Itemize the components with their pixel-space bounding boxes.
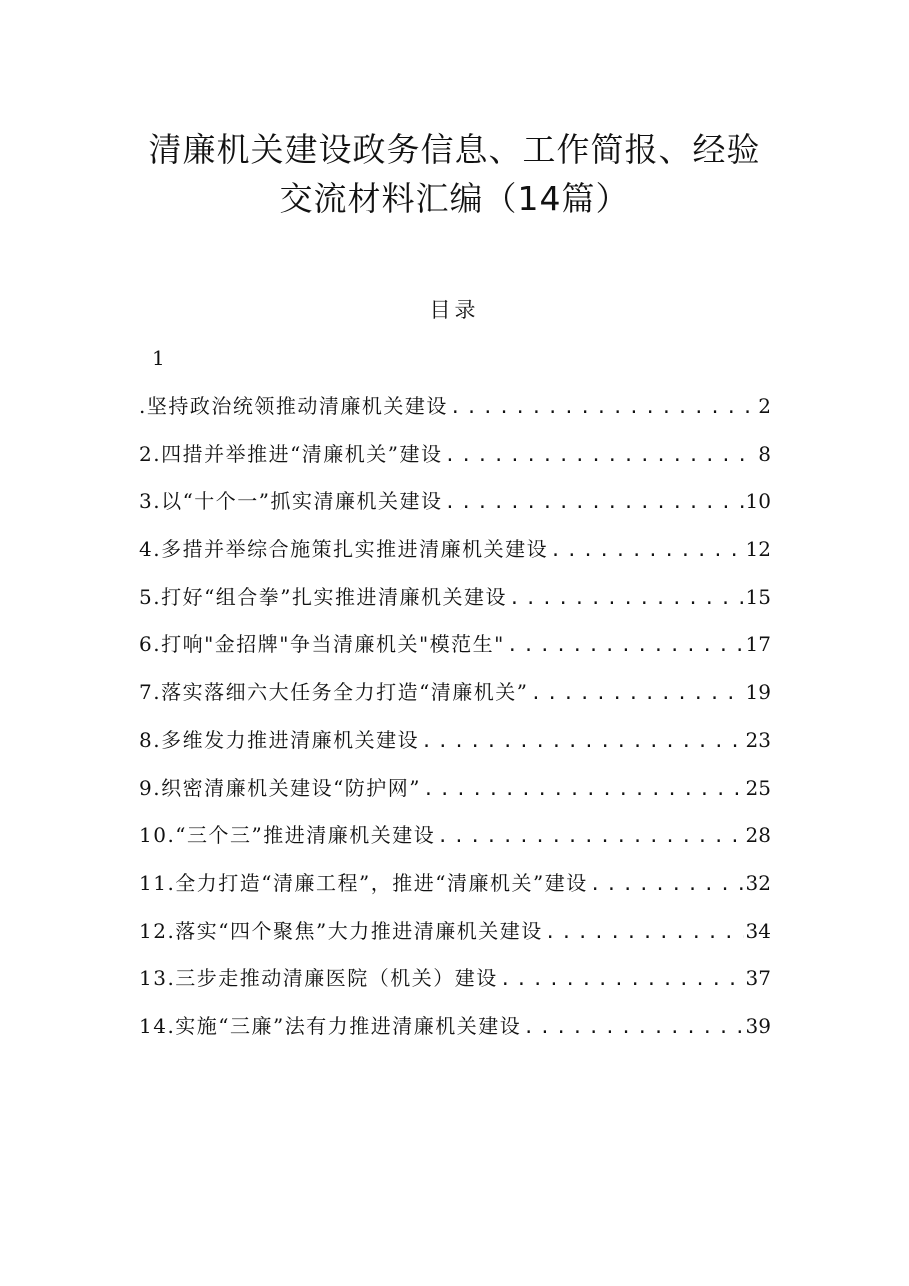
toc-entry-page: 34 bbox=[745, 918, 771, 943]
toc-leader-dots bbox=[590, 874, 744, 895]
toc-entry-page: 12 bbox=[745, 537, 771, 562]
document-title-line-1: 清廉机关建设政务信息、工作简报、经验 bbox=[148, 130, 761, 169]
toc-entry-label: .坚持政治统领推动清廉机关建设 bbox=[139, 394, 448, 418]
toc-entry-12[interactable] bbox=[139, 915, 771, 963]
toc-entry-page: 8 bbox=[758, 441, 771, 466]
toc-entry-label: 9.织密清廉机关建设“防护网” bbox=[139, 775, 422, 800]
toc-entry-label: 7.落实落细六大任务全力打造“清廉机关” bbox=[139, 680, 529, 705]
toc-entry-label: 2.四措并举推进“清廉机关”建设 bbox=[139, 441, 443, 466]
toc-entry-page: 19 bbox=[745, 680, 771, 705]
toc-entry-page: 39 bbox=[745, 1013, 771, 1038]
toc-entry-5[interactable] bbox=[139, 581, 771, 629]
toc-entry-page: 17 bbox=[745, 632, 771, 657]
toc-leader-dots bbox=[437, 826, 743, 847]
toc-entry-page: 28 bbox=[745, 823, 771, 848]
toc-leader-dots bbox=[545, 922, 744, 943]
toc-entry-page: 10 bbox=[745, 489, 771, 514]
toc-entry-label: 6.打响"金招牌"争当清廉机关"模范生" bbox=[139, 632, 505, 657]
toc-entry-3[interactable] bbox=[139, 485, 771, 533]
toc-entry-label: 5.打好“组合拳”扎实推进清廉机关建设 bbox=[139, 584, 508, 609]
toc-entry-page: 37 bbox=[745, 966, 771, 991]
toc-entry-page: 25 bbox=[745, 775, 771, 800]
table-of-contents bbox=[139, 390, 771, 1058]
toc-leader-dots bbox=[421, 731, 743, 752]
toc-entry-13[interactable] bbox=[139, 962, 771, 1010]
toc-entry-label: 8.多维发力推进清廉机关建设 bbox=[139, 727, 420, 752]
toc-entry-14[interactable] bbox=[139, 1010, 771, 1058]
toc-entry-label: 4.多措并举综合施策扎实推进清廉机关建设 bbox=[139, 537, 549, 562]
toc-entry-page: 32 bbox=[745, 870, 771, 895]
toc-entry-7[interactable] bbox=[139, 676, 771, 724]
toc-entry-1[interactable] bbox=[139, 390, 771, 438]
toc-entry-label: 3.以“十个一”抓实清廉机关建设 bbox=[139, 489, 443, 514]
toc-entry-9[interactable] bbox=[139, 772, 771, 820]
toc-entry-page: 15 bbox=[745, 584, 771, 609]
toc-entry-8[interactable] bbox=[139, 724, 771, 772]
toc-leader-dots bbox=[445, 445, 757, 466]
toc-entry-label: 12.落实“四个聚焦”大力推进清廉机关建设 bbox=[139, 918, 543, 943]
toc-first-number: 1 bbox=[152, 346, 165, 370]
toc-entry-2[interactable] bbox=[139, 438, 771, 486]
toc-leader-dots bbox=[423, 779, 744, 800]
toc-leader-dots bbox=[550, 540, 743, 561]
toc-leader-dots bbox=[531, 683, 744, 704]
toc-entry-label: 11.全力打造“清廉工程”，推进“清廉机关”建设 bbox=[139, 870, 588, 895]
toc-entry-11[interactable] bbox=[139, 867, 771, 915]
toc-entry-4[interactable] bbox=[139, 533, 771, 581]
toc-leader-dots bbox=[445, 492, 744, 513]
toc-entry-page: 2 bbox=[758, 394, 771, 418]
toc-entry-label: 10.“三个三”推进清廉机关建设 bbox=[139, 823, 436, 848]
toc-entry-label: 13.三步走推动清廉医院（机关）建设 bbox=[139, 966, 498, 991]
toc-leader-dots bbox=[450, 397, 756, 418]
toc-entry-label: 14.实施“三廉”法有力推进清廉机关建设 bbox=[139, 1013, 522, 1038]
document-title-line-2: 交流材料汇编（14篇） bbox=[279, 179, 630, 218]
toc-leader-dots bbox=[500, 969, 744, 990]
toc-leader-dots bbox=[509, 588, 744, 609]
toc-leader-dots bbox=[507, 635, 744, 656]
toc-entry-6[interactable] bbox=[139, 628, 771, 676]
toc-entry-10[interactable] bbox=[139, 819, 771, 867]
toc-leader-dots bbox=[523, 1017, 743, 1038]
toc-heading: 目录 bbox=[429, 298, 480, 322]
toc-entry-page: 23 bbox=[745, 727, 771, 752]
